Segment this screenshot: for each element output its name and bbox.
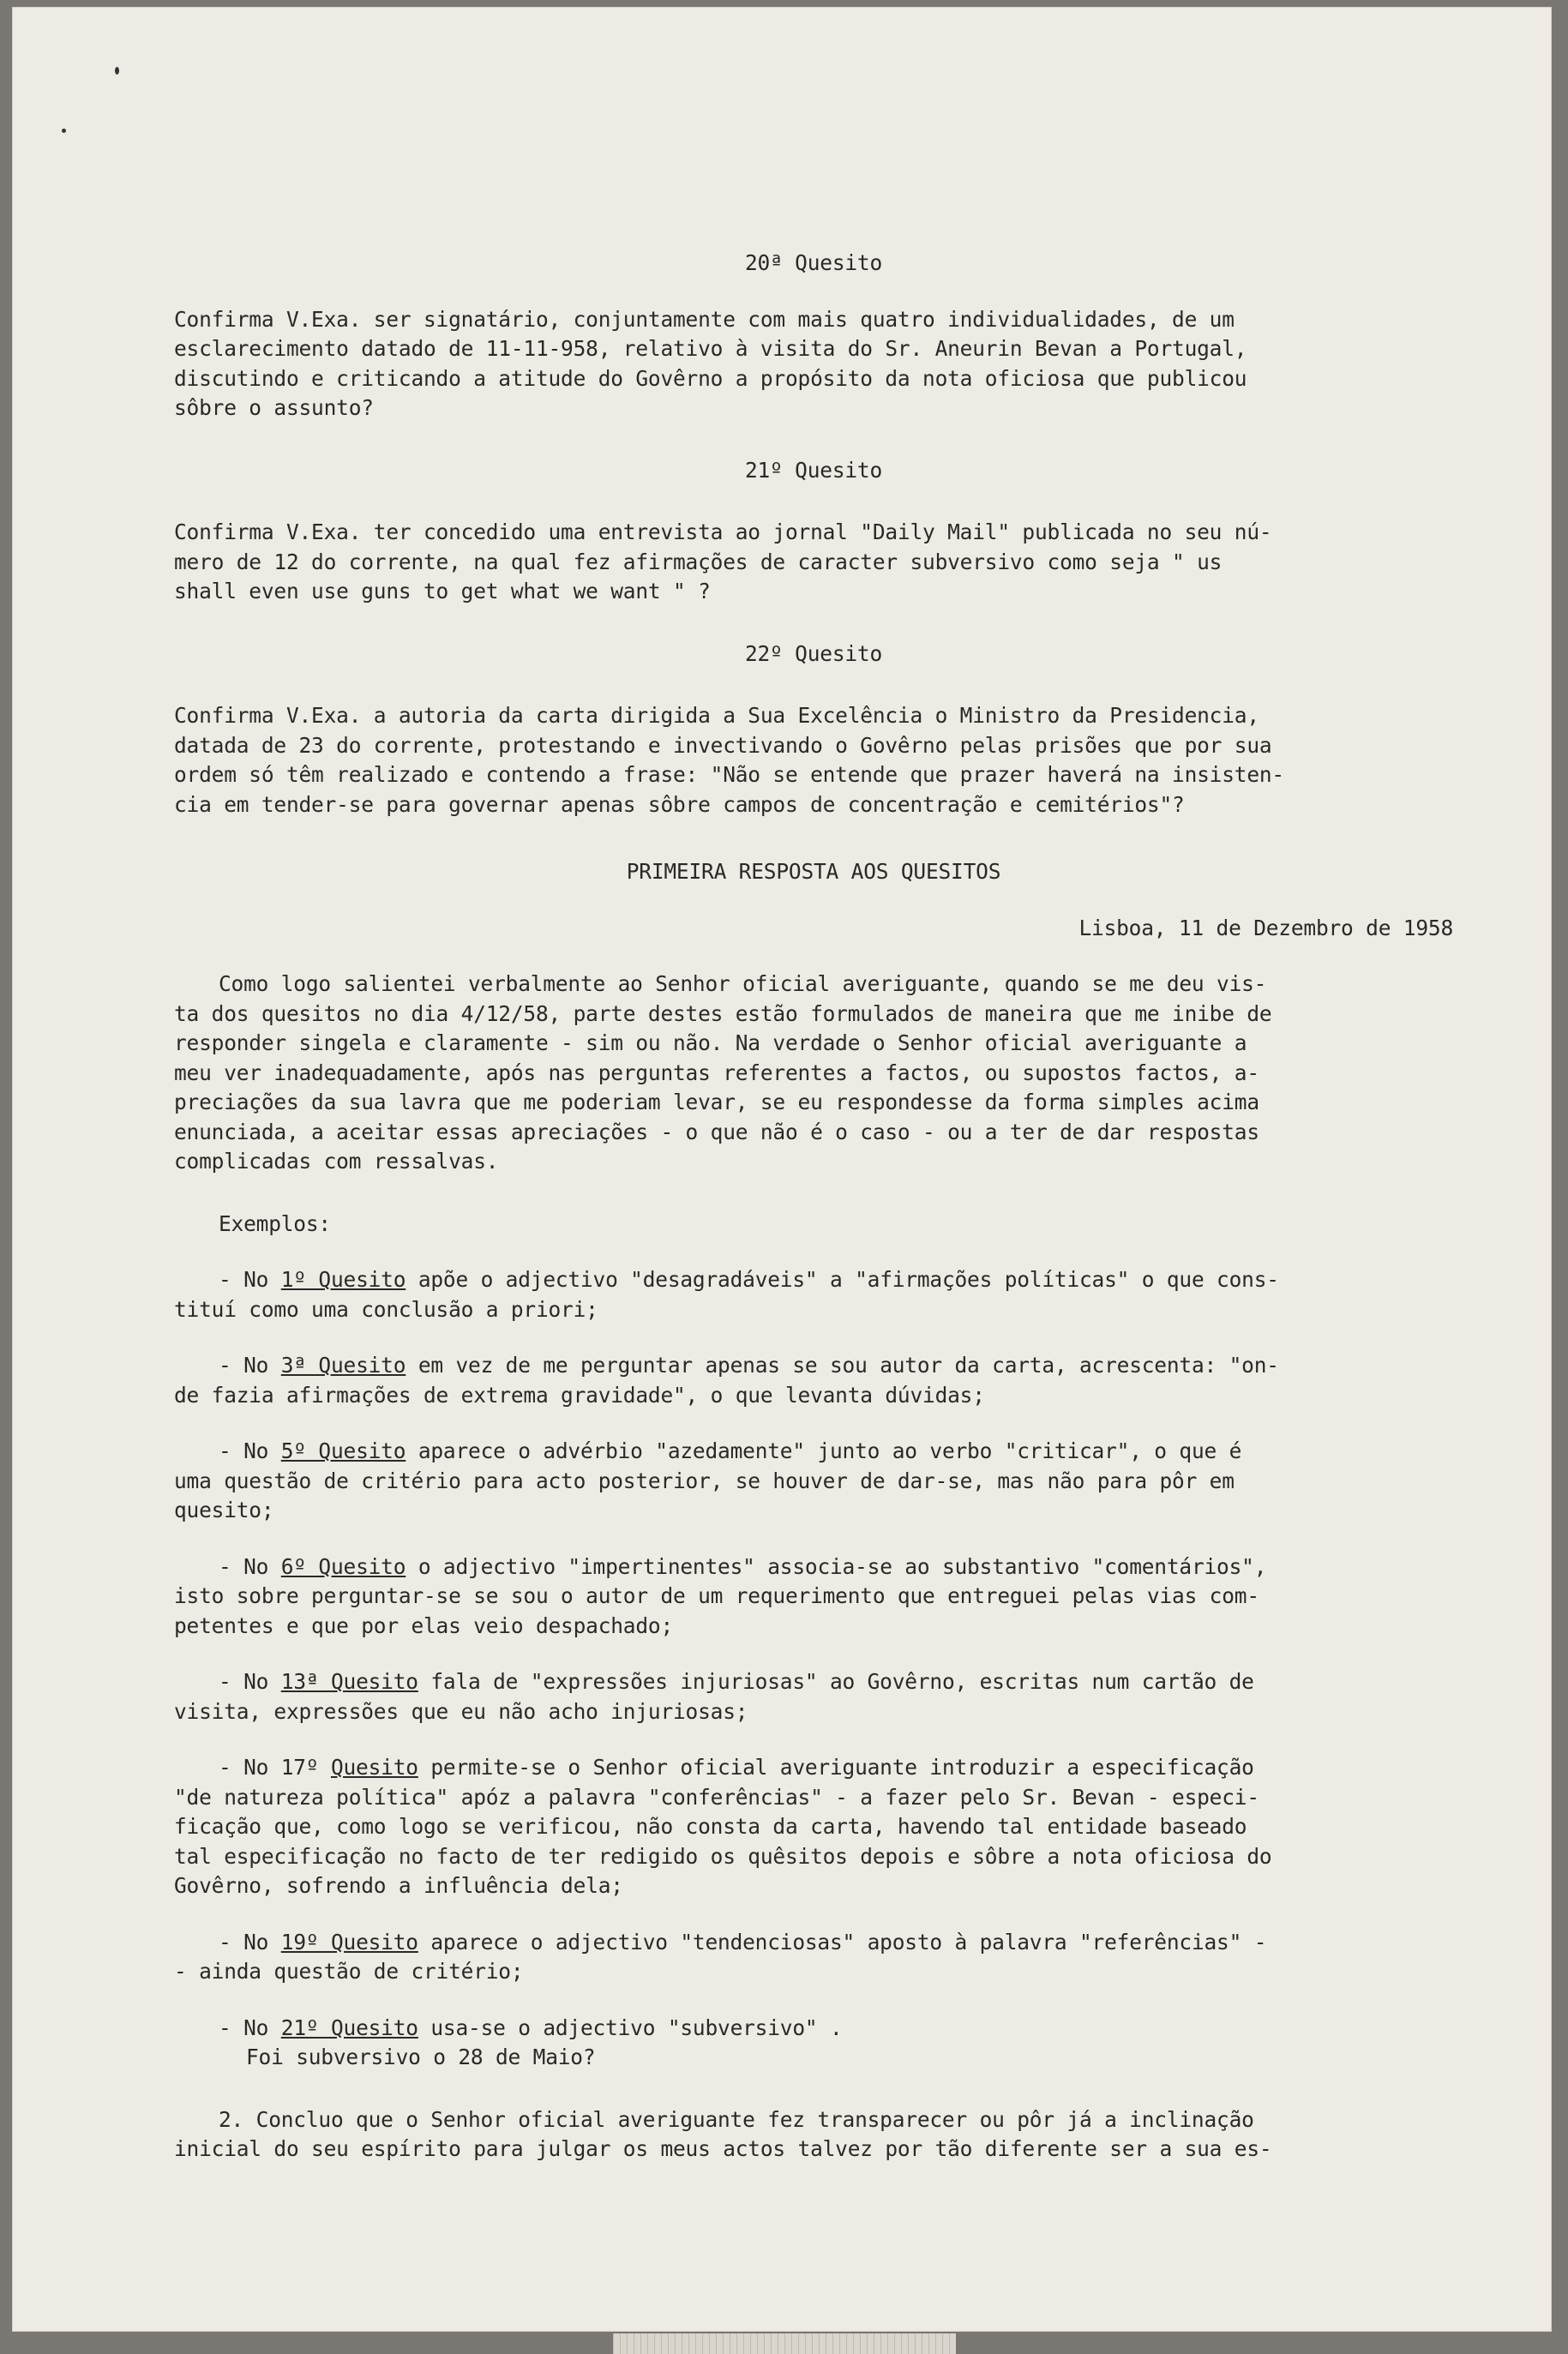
intro-line: complicadas com ressalvas.: [174, 1149, 499, 1174]
quesito-21-line: Confirma V.Exa. ter concedido uma entrevista ao jornal "Daily Mail" publicada no seu nú-: [174, 519, 1272, 544]
example-item-line: "de natureza política" apóz a palavra "conferências" - a fazer pelo Sr. Bevan - especi-: [174, 1784, 1259, 1810]
intro-line: ta dos quesitos no dia 4/12/58, parte destes estão formulados de maneira que me inibe de: [174, 1000, 1272, 1026]
quesito-reference: Quesito: [330, 1755, 418, 1780]
response-date: Lisboa, 11 de Dezembro de 1958: [1078, 915, 1453, 940]
example-item-line: isto sobre perguntar-se se sou o autor de um requerimento que entreguei pelas vias com-: [174, 1583, 1259, 1608]
examples-label: Exemplos:: [219, 1210, 331, 1236]
intro-line: enunciada, a aceitar essas apreciações - o que não é o caso - ou a ter de dar respostas: [174, 1119, 1259, 1144]
example-item-line: tal especificação no facto de ter redigido os quêsitos depois e sôbre a nota oficiosa do: [174, 1843, 1272, 1869]
quesito-20-line: Confirma V.Exa. ser signatário, conjuntamente com mais quatro individualidades, de um: [174, 306, 1235, 332]
example-item-line: Foi subversivo o 28 de Maio?: [246, 2045, 596, 2069]
quesito-22-title: 22º Quesito: [744, 640, 883, 666]
closing-line: 2. Concluo que o Senhor oficial averiguante fez transparecer ou pôr já a inclinação: [219, 2106, 1254, 2132]
response-heading: PRIMEIRA RESPOSTA AOS QUESITOS: [626, 859, 1001, 884]
intro-line: preciações da sua lavra que me poderiam levar, se eu respondesse da forma simples acima: [174, 1090, 1259, 1114]
quesito-reference: 3ª Quesito: [280, 1353, 406, 1378]
quesito-22-line: Confirma V.Exa. a autoria da carta dirigida a Sua Excelência o Ministro da Presidencia,: [174, 703, 1259, 728]
quesito-20-line: esclarecimento datado de 11-11-958, relativo à visita do Sr. Aneurin Bevan a Portugal,: [174, 336, 1247, 361]
quesito-reference: 21º Quesito: [280, 2015, 418, 2040]
quesito-reference: 13ª Quesito: [280, 1669, 418, 1694]
quesito-22-line: cia em tender-se para governar apenas sôbre campos de concentração e cemitérios"?: [174, 791, 1185, 817]
example-item: - No 3ª Quesito em vez de me perguntar apenas se sou autor da carta, acrescenta: "on-: [219, 1353, 1279, 1378]
intro-line: responder singela e claramente - sim ou não. Na verdade o Senhor oficial averiguante a: [174, 1030, 1247, 1055]
intro-line: meu ver inadequadamente, após nas perguntas referentes a factos, ou supostos factos, a-: [174, 1060, 1259, 1085]
quesito-22-line: ordem só têm realizado e contendo a frase: "Não se entende que prazer haverá na insisten-: [174, 762, 1284, 787]
example-item: - No 6º Quesito o adjectivo "impertinentes" associa-se ao substantivo "comentários",: [219, 1553, 1267, 1579]
quesito-21-line: mero de 12 do corrente, na qual fez afirmações de caracter subversivo como seja " us: [174, 549, 1223, 574]
closing-line: inicial do seu espírito para julgar os meus actos talvez por tão diferente ser a sua es-: [174, 2136, 1272, 2161]
quesito-reference: 6º Quesito: [280, 1553, 406, 1579]
quesito-22-line: datada de 23 do corrente, protestando e invectivando o Govêrno pelas prisões que por sua: [174, 732, 1272, 758]
ink-speck: [115, 67, 119, 75]
typed-text: [174, 249, 1453, 2165]
example-item-line: de fazia afirmações de extrema gravidade", o que levanta dúvidas;: [174, 1382, 985, 1408]
example-item: - No 19º Quesito aparece o adjectivo "tendenciosas" aposto à palavra "referências" -: [219, 1929, 1267, 1955]
quesito-reference: 5º Quesito: [280, 1438, 406, 1463]
example-item-line: Govêrno, sofrendo a influência dela;: [174, 1873, 623, 1898]
quesito-20-line: discutindo e criticando a atitude do Govêrno a propósito da nota oficiosa que publicou: [174, 365, 1247, 391]
quesito-20-title: 20ª Quesito: [744, 250, 883, 275]
example-item-line: - ainda questão de critério;: [174, 1959, 524, 1984]
example-item-line: tituí como uma conclusão a priori;: [174, 1296, 598, 1322]
example-item: - No 5º Quesito aparece o advérbio "azedamente" junto ao verbo "criticar", o que é: [219, 1438, 1242, 1463]
example-item-line: uma questão de critério para acto posterior, se houver de dar-se, mas não para pôr em: [174, 1468, 1235, 1493]
example-item: - No 1º Quesito apõe o adjectivo "desagradáveis" a "afirmações políticas" o que cons-: [219, 1267, 1279, 1292]
example-item: - No 13ª Quesito fala de "expressões injuriosas" ao Govêrno, escritas num cartão de: [219, 1669, 1254, 1694]
document-page: [12, 7, 1552, 2332]
example-item-line: quesito;: [174, 1498, 274, 1522]
example-item-line: visita, expressões que eu não acho injuriosas;: [174, 1698, 748, 1724]
example-item-line: petentes e que por elas veio despachado;: [174, 1612, 674, 1638]
example-item-line: ficação que, como logo se verificou, não consta da carta, havendo tal entidade baseado: [174, 1814, 1247, 1839]
quesito-20-line: sôbre o assunto?: [174, 395, 374, 420]
ink-speck: [62, 129, 66, 133]
quesito-21-line: shall even use guns to get what we want " ?: [174, 579, 711, 604]
scale-ruler: [613, 2333, 956, 2354]
quesito-reference: 1º Quesito: [280, 1267, 406, 1292]
quesito-21-title: 21º Quesito: [744, 457, 883, 483]
example-item: - No 17º Quesito permite-se o Senhor oficial averiguante introduzir a especificação: [219, 1755, 1254, 1780]
intro-line: Como logo salientei verbalmente ao Senhor oficial averiguante, quando se me deu vis-: [219, 971, 1267, 996]
quesito-reference: 19º Quesito: [280, 1929, 418, 1955]
example-item: - No 21º Quesito usa-se o adjectivo "subversivo" .: [219, 2015, 843, 2040]
